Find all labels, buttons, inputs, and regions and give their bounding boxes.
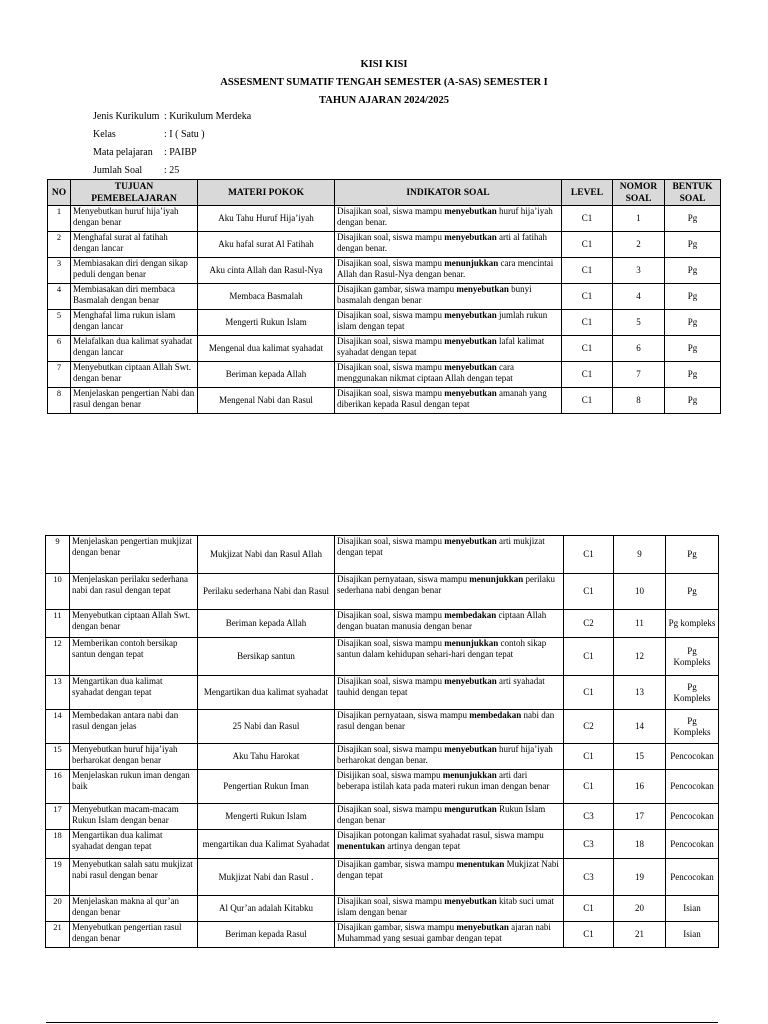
row-number: 1 [48, 206, 71, 232]
indikator-text: Disajikan soal, siswa mampu [337, 744, 445, 754]
indikator-text: arti al fatihah dengan benar. [337, 232, 547, 253]
indikator-text: kitab suci umat islam dengan benar [337, 896, 555, 917]
indikator-text: Disajikan soal, siswa mampu [337, 388, 445, 398]
indikator-text: huruf hija’iyah dengan benar. [337, 206, 553, 227]
materi-cell: mengartikan dua Kalimat Syahadat [198, 830, 335, 859]
level-cell: C1 [562, 388, 613, 414]
indikator-text: nabi dan rasul dengan benar [337, 710, 555, 731]
kisi-table-page-1 [47, 179, 721, 414]
level-cell: C1 [564, 536, 614, 574]
level-cell: C1 [564, 744, 614, 770]
row-number: 11 [46, 610, 70, 638]
nomor-cell: 1 [613, 206, 665, 232]
table-row [46, 676, 719, 710]
materi-cell: Mengenal Nabi dan Rasul [198, 388, 335, 414]
nomor-cell: 10 [614, 574, 666, 610]
indikator-text: cara menggunakan nikmat ciptaan Allah dengan tepat [337, 362, 514, 383]
row-number: 12 [46, 638, 70, 676]
indikator-text: artinya dengan tepat [385, 840, 461, 851]
title-line-1: KISI KISI [360, 59, 408, 70]
document-title [0, 56, 768, 110]
indikator-text: Disijikan soal, siswa mampu [337, 770, 443, 780]
meta-row-kurikulum [93, 108, 251, 126]
level-cell: C1 [564, 922, 614, 948]
indikator-cell [335, 362, 562, 388]
materi-cell: Beriman kepada Rasul [198, 922, 335, 948]
bentuk-cell: Pencocokan [666, 770, 719, 804]
meta-key: Mata pelajaran [93, 147, 153, 158]
table-row [48, 362, 721, 388]
indikator-verb: menyebutkan [444, 896, 497, 906]
level-cell: C1 [564, 676, 614, 710]
bentuk-cell: Pg [665, 284, 721, 310]
indikator-cell [335, 638, 564, 676]
indikator-verb: menyebutkan [444, 362, 497, 372]
meta-row-mapel [93, 144, 251, 162]
indikator-verb: menyebutkan [444, 676, 497, 686]
col-header-bentuk: BENTUK SOAL [665, 180, 721, 206]
table-header-row [48, 180, 721, 206]
tujuan-cell: Menjelaskan makna al qur’an dengan benar [70, 896, 198, 922]
tujuan-cell: Menyebutkan huruf hija’iyah berharokat dengan benar [70, 744, 198, 770]
level-cell: C2 [564, 610, 614, 638]
indikator-cell [335, 770, 564, 804]
indikator-verb: menunjukkan [469, 574, 524, 584]
indikator-cell [335, 206, 562, 232]
indikator-cell [335, 388, 562, 414]
indikator-verb: membedakan [469, 710, 522, 720]
row-number: 6 [48, 336, 71, 362]
indikator-text: Rukun Islam dengan benar [337, 804, 546, 825]
tujuan-cell: Menyebutkan macam-macam Rukun Islam dengan benar [70, 804, 198, 830]
bentuk-cell: Pg [665, 206, 721, 232]
nomor-cell: 3 [613, 258, 665, 284]
nomor-cell: 6 [613, 336, 665, 362]
indikator-verb: menyebutkan [444, 336, 497, 346]
tujuan-cell: Menjelaskan perilaku sederhana nabi dan rasul dengan tepat [70, 574, 198, 610]
tujuan-cell: Menjelaskan pengertian mukjizat dengan benar [70, 536, 198, 574]
indikator-verb: menyebutkan [456, 284, 509, 294]
indikator-cell [335, 574, 564, 610]
meta-value: : PAIBP [164, 147, 197, 158]
indikator-text: Disajikan soal, siswa mampu [337, 536, 445, 546]
indikator-text: Disajikan gambar, siswa mampu [337, 859, 457, 869]
level-cell: C2 [564, 710, 614, 744]
materi-cell: Beriman kepada Allah [198, 362, 335, 388]
bentuk-cell: Pg [666, 574, 719, 610]
materi-cell: Membaca Basmalah [198, 284, 335, 310]
col-header-level: LEVEL [562, 180, 613, 206]
bentuk-cell: Isian [666, 896, 719, 922]
table-row [46, 536, 719, 574]
indikator-cell [335, 310, 562, 336]
table-row [48, 232, 721, 258]
row-number: 4 [48, 284, 71, 310]
table-row [46, 896, 719, 922]
level-cell: C1 [562, 232, 613, 258]
indikator-text: Disajikan gambar, siswa mampu [337, 922, 457, 932]
materi-cell: Aku Tahu Huruf Hija’iyah [198, 206, 335, 232]
meta-key: Kelas [93, 129, 116, 140]
indikator-text: Disajikan soal, siswa mampu [337, 896, 445, 906]
row-number: 13 [46, 676, 70, 710]
level-cell: C1 [562, 310, 613, 336]
materi-cell: Aku cinta Allah dan Rasul-Nya [198, 258, 335, 284]
tujuan-cell: Membiasakan diri dengan sikap peduli dengan benar [71, 258, 198, 284]
row-number: 20 [46, 896, 70, 922]
materi-cell: Pengertian Rukun Iman [198, 770, 335, 804]
bentuk-cell: Pg [665, 362, 721, 388]
bentuk-cell: Pencocokan [666, 744, 719, 770]
tujuan-cell: Menyebutkan huruf hija’iyah dengan benar [71, 206, 198, 232]
row-number: 5 [48, 310, 71, 336]
indikator-text: Disajikan soal, siswa mampu [337, 310, 445, 320]
level-cell: C1 [564, 574, 614, 610]
row-number: 21 [46, 922, 70, 948]
row-number: 16 [46, 770, 70, 804]
nomor-cell: 18 [614, 830, 666, 859]
bentuk-cell: Pencocokan [666, 804, 719, 830]
indikator-cell [335, 258, 562, 284]
tujuan-cell: Menyebutkan ciptaan Allah Swt. dengan benar [70, 610, 198, 638]
tujuan-cell: Menyebutkan pengertian rasul dengan benar [70, 922, 198, 948]
meta-value: : 25 [164, 165, 180, 176]
indikator-text: bunyi basmalah dengan benar [337, 284, 532, 305]
indikator-text: ciptaan Allah dengan buatan manusia dengan benar [337, 610, 547, 631]
indikator-cell [335, 830, 564, 859]
indikator-verb: menyebutkan [444, 206, 497, 216]
indikator-verb: menunjukkan [442, 770, 497, 780]
bentuk-cell: Pg kompleks [666, 610, 719, 638]
nomor-cell: 9 [614, 536, 666, 574]
nomor-cell: 13 [614, 676, 666, 710]
title-line-3: TAHUN AJARAN 2024/2025 [319, 95, 449, 106]
table-row [46, 574, 719, 610]
row-number: 15 [46, 744, 70, 770]
indikator-cell [335, 710, 564, 744]
indikator-cell [335, 859, 564, 896]
bentuk-cell: Pg [665, 388, 721, 414]
level-cell: C1 [562, 206, 613, 232]
indikator-text: Disajikan soal, siswa mampu [337, 638, 445, 648]
table-row [46, 922, 719, 948]
nomor-cell: 8 [613, 388, 665, 414]
indikator-verb: menentukan [337, 840, 386, 851]
table-row [46, 638, 719, 676]
indikator-text: Disajikan soal, siswa mampu [337, 804, 445, 814]
nomor-cell: 4 [613, 284, 665, 310]
tujuan-cell: Menyebutkan ciptaan Allah Swt. dengan benar [71, 362, 198, 388]
nomor-cell: 21 [614, 922, 666, 948]
indikator-text: ajaran nabi Muhammad yang sesuai gambar dengan tepat [337, 922, 551, 943]
tujuan-cell: Memberikan contoh bersikap santun dengan tepat [70, 638, 198, 676]
bentuk-cell: Pg Kompleks [666, 676, 719, 710]
indikator-cell [335, 922, 564, 948]
table-row [46, 830, 719, 859]
level-cell: C1 [564, 638, 614, 676]
indikator-verb: menyebutkan [444, 232, 497, 242]
indikator-text: Disajikan pernyataan, siswa mampu [337, 574, 470, 584]
indikator-verb: menunjukkan [444, 258, 499, 268]
indikator-cell [335, 336, 562, 362]
indikator-text: Disajikan soal, siswa mampu [337, 676, 445, 686]
materi-cell: Al Qur’an adalah Kitabku [198, 896, 335, 922]
level-cell: C1 [562, 362, 613, 388]
indikator-text: Disajikan soal, siswa mampu [337, 232, 445, 242]
table-row [46, 710, 719, 744]
indikator-cell [335, 610, 564, 638]
col-header-materi: MATERI POKOK [198, 180, 335, 206]
table-row [48, 206, 721, 232]
nomor-cell: 11 [614, 610, 666, 638]
indikator-text: Mukjizat Nabi dengan tepat [337, 859, 559, 880]
materi-cell: Perilaku sederhana Nabi dan Rasul [198, 574, 335, 610]
row-number: 3 [48, 258, 71, 284]
nomor-cell: 2 [613, 232, 665, 258]
table-row [46, 610, 719, 638]
indikator-text: Disajikan soal, siswa mampu [337, 362, 445, 372]
indikator-verb: menyebutkan [444, 388, 497, 398]
indikator-verb: menunjukkan [444, 638, 499, 648]
indikator-text: jumlah rukun islam dengan tepat [337, 310, 548, 331]
level-cell: C3 [564, 859, 614, 896]
indikator-text: arti dari beberapa istilah kata pada materi rukun iman dengan benar [337, 770, 550, 791]
indikator-text: amanah yang diberikan kepada Rasul dengan tepat [337, 388, 547, 409]
level-cell: C1 [562, 284, 613, 310]
indikator-text: Disajikan soal, siswa mampu [337, 258, 445, 268]
materi-cell: Mengenal dua kalimat syahadat [198, 336, 335, 362]
tujuan-cell: Menghafal lima rukun islam dengan lancar [71, 310, 198, 336]
col-header-nomor: NOMOR SOAL [613, 180, 665, 206]
col-header-no: NO [48, 180, 71, 206]
row-number: 17 [46, 804, 70, 830]
table-row [48, 284, 721, 310]
tujuan-cell: Menjelaskan rukun iman dengan baik [70, 770, 198, 804]
table-row [48, 336, 721, 362]
indikator-text: lafal kalimat syahadat dengan tepat [337, 336, 545, 357]
indikator-text: perilaku sederhana nabi dengan benar [337, 574, 555, 595]
tujuan-cell: Mengartikan dua kalimat syahadat dengan tepat [70, 830, 198, 859]
tujuan-cell: Menghafal surat al fatihah dengan lancar [71, 232, 198, 258]
indikator-text: Disajikan soal, siswa mampu [337, 206, 445, 216]
materi-cell: Beriman kepada Allah [198, 610, 335, 638]
meta-value: : Kurikulum Merdeka [164, 111, 252, 122]
materi-cell: 25 Nabi dan Rasul [198, 710, 335, 744]
nomor-cell: 20 [614, 896, 666, 922]
indikator-text: Disajikan pernyataan, siswa mampu [337, 710, 470, 720]
indikator-cell [335, 676, 564, 710]
materi-cell: Mengerti Rukun Islam [198, 804, 335, 830]
nomor-cell: 17 [614, 804, 666, 830]
indikator-cell [335, 744, 564, 770]
indikator-cell [335, 284, 562, 310]
indikator-verb: membedakan [444, 610, 497, 620]
nomor-cell: 14 [614, 710, 666, 744]
table-row [48, 310, 721, 336]
bentuk-cell: Pencocokan [666, 859, 719, 896]
nomor-cell: 12 [614, 638, 666, 676]
nomor-cell: 19 [614, 859, 666, 896]
bentuk-cell: Isian [666, 922, 719, 948]
table-row [48, 258, 721, 284]
tujuan-cell: Menyebutkan salah satu mukjizat nabi rasul dengan benar [70, 859, 198, 896]
indikator-cell [335, 536, 564, 574]
nomor-cell: 7 [613, 362, 665, 388]
row-number: 9 [46, 536, 70, 574]
table-row [46, 770, 719, 804]
tujuan-cell: Membiasakan diri membaca Basmalah dengan benar [71, 284, 198, 310]
indikator-verb: menyebutkan [444, 536, 497, 546]
indikator-verb: menyebutkan [456, 922, 509, 932]
materi-cell: Mengartikan dua kalimat syahadat [198, 676, 335, 710]
tujuan-cell: Membedakan antara nabi dan rasul dengan jelas [70, 710, 198, 744]
bentuk-cell: Pencocokan [666, 830, 719, 859]
bentuk-cell: Pg [666, 536, 719, 574]
indikator-text: Disajikan soal, siswa mampu [337, 610, 445, 620]
indikator-text: Disajikan potongan kalimat syahadat rasul, siswa mampu [337, 830, 544, 840]
table-row [46, 744, 719, 770]
nomor-cell: 5 [613, 310, 665, 336]
col-header-indikator: INDIKATOR SOAL [335, 180, 562, 206]
tujuan-cell: Menjelaskan pengertian Nabi dan rasul dengan benar [71, 388, 198, 414]
bentuk-cell: Pg [665, 336, 721, 362]
title-line-2: ASSESMENT SUMATIF TENGAH SEMESTER (A-SAS) SEMESTER I [220, 77, 548, 88]
row-number: 2 [48, 232, 71, 258]
indikator-text: huruf hija’iyah berharokat dengan benar. [337, 744, 553, 765]
meta-row-jumlah [93, 162, 251, 180]
level-cell: C1 [564, 770, 614, 804]
tujuan-cell: Melafalkan dua kalimat syahadat dengan lancar [71, 336, 198, 362]
indikator-cell [335, 232, 562, 258]
indikator-cell [335, 896, 564, 922]
bentuk-cell: Pg [665, 258, 721, 284]
nomor-cell: 16 [614, 770, 666, 804]
table-row [46, 859, 719, 896]
page-bottom-rule [46, 1022, 718, 1023]
row-number: 8 [48, 388, 71, 414]
col-header-tujuan: TUJUAN PEMEBELAJARAN [71, 180, 198, 206]
meta-key: Jenis Kurikulum [93, 111, 160, 122]
row-number: 18 [46, 830, 70, 859]
document-meta [93, 108, 251, 180]
indikator-verb: mengurutkan [444, 804, 497, 814]
row-number: 19 [46, 859, 70, 896]
meta-value: : I ( Satu ) [164, 129, 205, 140]
indikator-text: arti mukjizat dengan tepat [337, 536, 545, 557]
indikator-text: arti syahadat tauhid dengan tepat [337, 676, 545, 697]
indikator-text: Disajikan soal, siswa mampu [337, 336, 445, 346]
materi-cell: Mengerti Rukun Islam [198, 310, 335, 336]
row-number: 7 [48, 362, 71, 388]
indikator-cell [335, 804, 564, 830]
indikator-text: Disajikan gambar, siswa mampu [337, 284, 457, 294]
row-number: 10 [46, 574, 70, 610]
materi-cell: Aku Tahu Harokat [198, 744, 335, 770]
materi-cell: Aku hafal surat Al Fatihah [198, 232, 335, 258]
materi-cell: Bersikap santun [198, 638, 335, 676]
tujuan-cell: Mengartikan dua kalimat syahadat dengan tepat [70, 676, 198, 710]
bentuk-cell: Pg [665, 310, 721, 336]
bentuk-cell: Pg [665, 232, 721, 258]
level-cell: C1 [562, 336, 613, 362]
materi-cell: Mukjizat Nabi dan Rasul . [198, 859, 335, 896]
level-cell: C3 [564, 830, 614, 859]
indikator-verb: menyebutkan [444, 744, 497, 754]
level-cell: C1 [564, 896, 614, 922]
meta-row-kelas [93, 126, 251, 144]
meta-key: Jumlah Soal [93, 165, 143, 176]
indikator-verb: menentukan [456, 859, 505, 869]
kisi-table-page-2 [45, 535, 719, 948]
indikator-text: cara mencintai Allah dan Rasul-Nya dengan benar. [337, 258, 554, 279]
bentuk-cell: Pg Kompleks [666, 638, 719, 676]
materi-cell: Mukjizat Nabi dan Rasul Allah [198, 536, 335, 574]
bentuk-cell: Pg Kompleks [666, 710, 719, 744]
table-row [46, 804, 719, 830]
level-cell: C1 [562, 258, 613, 284]
nomor-cell: 15 [614, 744, 666, 770]
level-cell: C3 [564, 804, 614, 830]
indikator-text: contoh sikap santun dalam kehidupan sehari-hari dengan tepat [337, 638, 547, 659]
row-number: 14 [46, 710, 70, 744]
table-row [48, 388, 721, 414]
indikator-verb: menyebutkan [444, 310, 497, 320]
